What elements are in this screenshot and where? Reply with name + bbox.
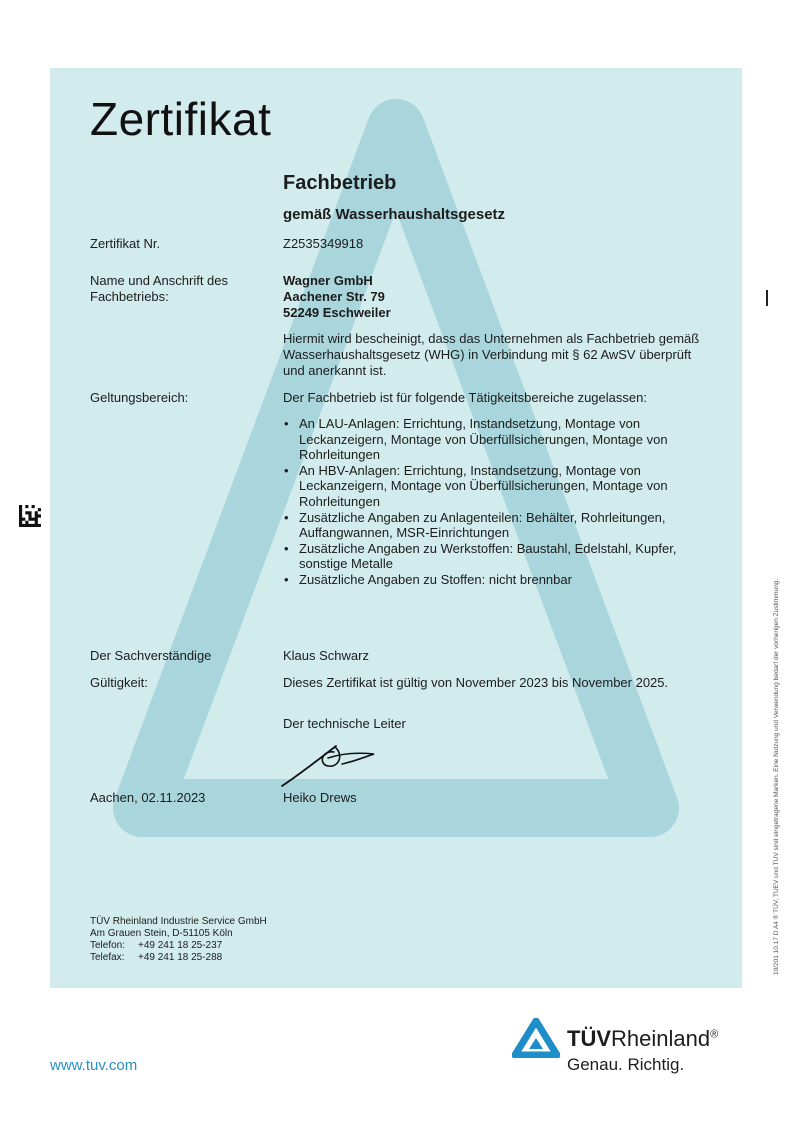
page-title: Zertifikat (90, 93, 272, 145)
certificate-basis: gemäß Wasserhaushaltsgesetz (283, 206, 506, 223)
scope-list (283, 416, 703, 588)
brand-tagline: Genau. Richtig. (567, 1055, 685, 1074)
company-street: Aachener Str. 79 (283, 289, 385, 304)
datamatrix-code-icon (19, 505, 41, 527)
company-address (283, 273, 391, 321)
company-label-line1: Name und Anschrift des (90, 273, 229, 288)
footer-fax-row (90, 952, 267, 964)
scope-item: • Zusätzliche Angaben zu Stoffen: nicht brennbar (283, 572, 703, 588)
company-name: Wagner GmbH (283, 273, 373, 288)
side-legal-note: 10/201 10.17 D A4 ® TÜV, TUEV und TUV sind eingetragene Marken. Eine Nutzung und Verwendung bedarf der vorherigen Zustimmung. (773, 578, 780, 975)
expert-name: Klaus Schwarz (283, 648, 369, 663)
website-link[interactable]: www.tuv.com (50, 1057, 138, 1074)
footer-fax-label: Telefax: (90, 952, 125, 963)
footer-street: Am Grauen Stein, D-51105 Köln (90, 928, 233, 939)
scope-item: • Zusätzliche Angaben zu Anlagenteilen: Behälter, Rohrleitungen, Auffangwannen, MSR-Einrichtungen (283, 510, 703, 541)
scope-item: • An HBV-Anlagen: Errichtung, Instandsetzung, Montage von Leckanzeigern, Montage von Überfüllsicherungen, Montage von Rohrleitungen (283, 463, 703, 510)
footer-phone-row (90, 940, 267, 952)
scope-intro: Der Fachbetrieb ist für folgende Tätigkeitsbereiche zugelassen: (283, 390, 647, 405)
place-date: Aachen, 02.11.2023 (90, 790, 206, 805)
handwritten-signature (278, 734, 388, 792)
validity-value: Dieses Zertifikat ist gültig von November 2023 bis November 2025. (283, 675, 669, 690)
certificate-type: Fachbetrieb (283, 172, 397, 194)
company-city: 52249 Eschweiler (283, 305, 391, 320)
company-label (90, 273, 228, 305)
certification-statement: Hiermit wird bescheinigt, dass das Unternehmen als Fachbetrieb gemäß Wasserhaushaltsgesetz (WHG) in Verbindung mit § 62 AwSV überprüft und anerkannt ist. (283, 331, 700, 378)
scope-item: • Zusätzliche Angaben zu Werkstoffen: Baustahl, Edelstahl, Kupfer, sonstige Metalle (283, 541, 703, 572)
cert-no-label: Zertifikat Nr. (90, 236, 161, 251)
validity-label: Gültigkeit: (90, 675, 148, 690)
expert-label: Der Sachverständige (90, 648, 212, 663)
footer-address (90, 916, 267, 964)
company-label-line2: Fachbetriebs: (90, 289, 169, 304)
footer-org: TÜV Rheinland Industrie Service GmbH (90, 916, 267, 927)
brand-rheinland: Rheinland (611, 1026, 711, 1051)
brand-registered: ® (710, 1028, 719, 1041)
brand-tuv: TÜV (567, 1026, 611, 1051)
scope-item: • An LAU-Anlagen: Errichtung, Instandsetzung, Montage von Leckanzeigern, Montage von Überfüllsicherungen, Montage von Rohrleitungen (283, 416, 703, 463)
signatory-name: Heiko Drews (283, 790, 357, 805)
margin-mark (766, 290, 768, 306)
tuv-logo-icon (512, 1018, 560, 1058)
footer-phone: +49 241 18 25-237 (138, 940, 223, 951)
scope-label: Geltungsbereich: (90, 390, 189, 405)
brand-wordmark (567, 1026, 718, 1052)
cert-no-value: Z2535349918 (283, 236, 364, 251)
footer-phone-label: Telefon: (90, 940, 126, 951)
footer-fax: +49 241 18 25-288 (138, 952, 223, 963)
signatory-role: Der technische Leiter (283, 716, 406, 731)
